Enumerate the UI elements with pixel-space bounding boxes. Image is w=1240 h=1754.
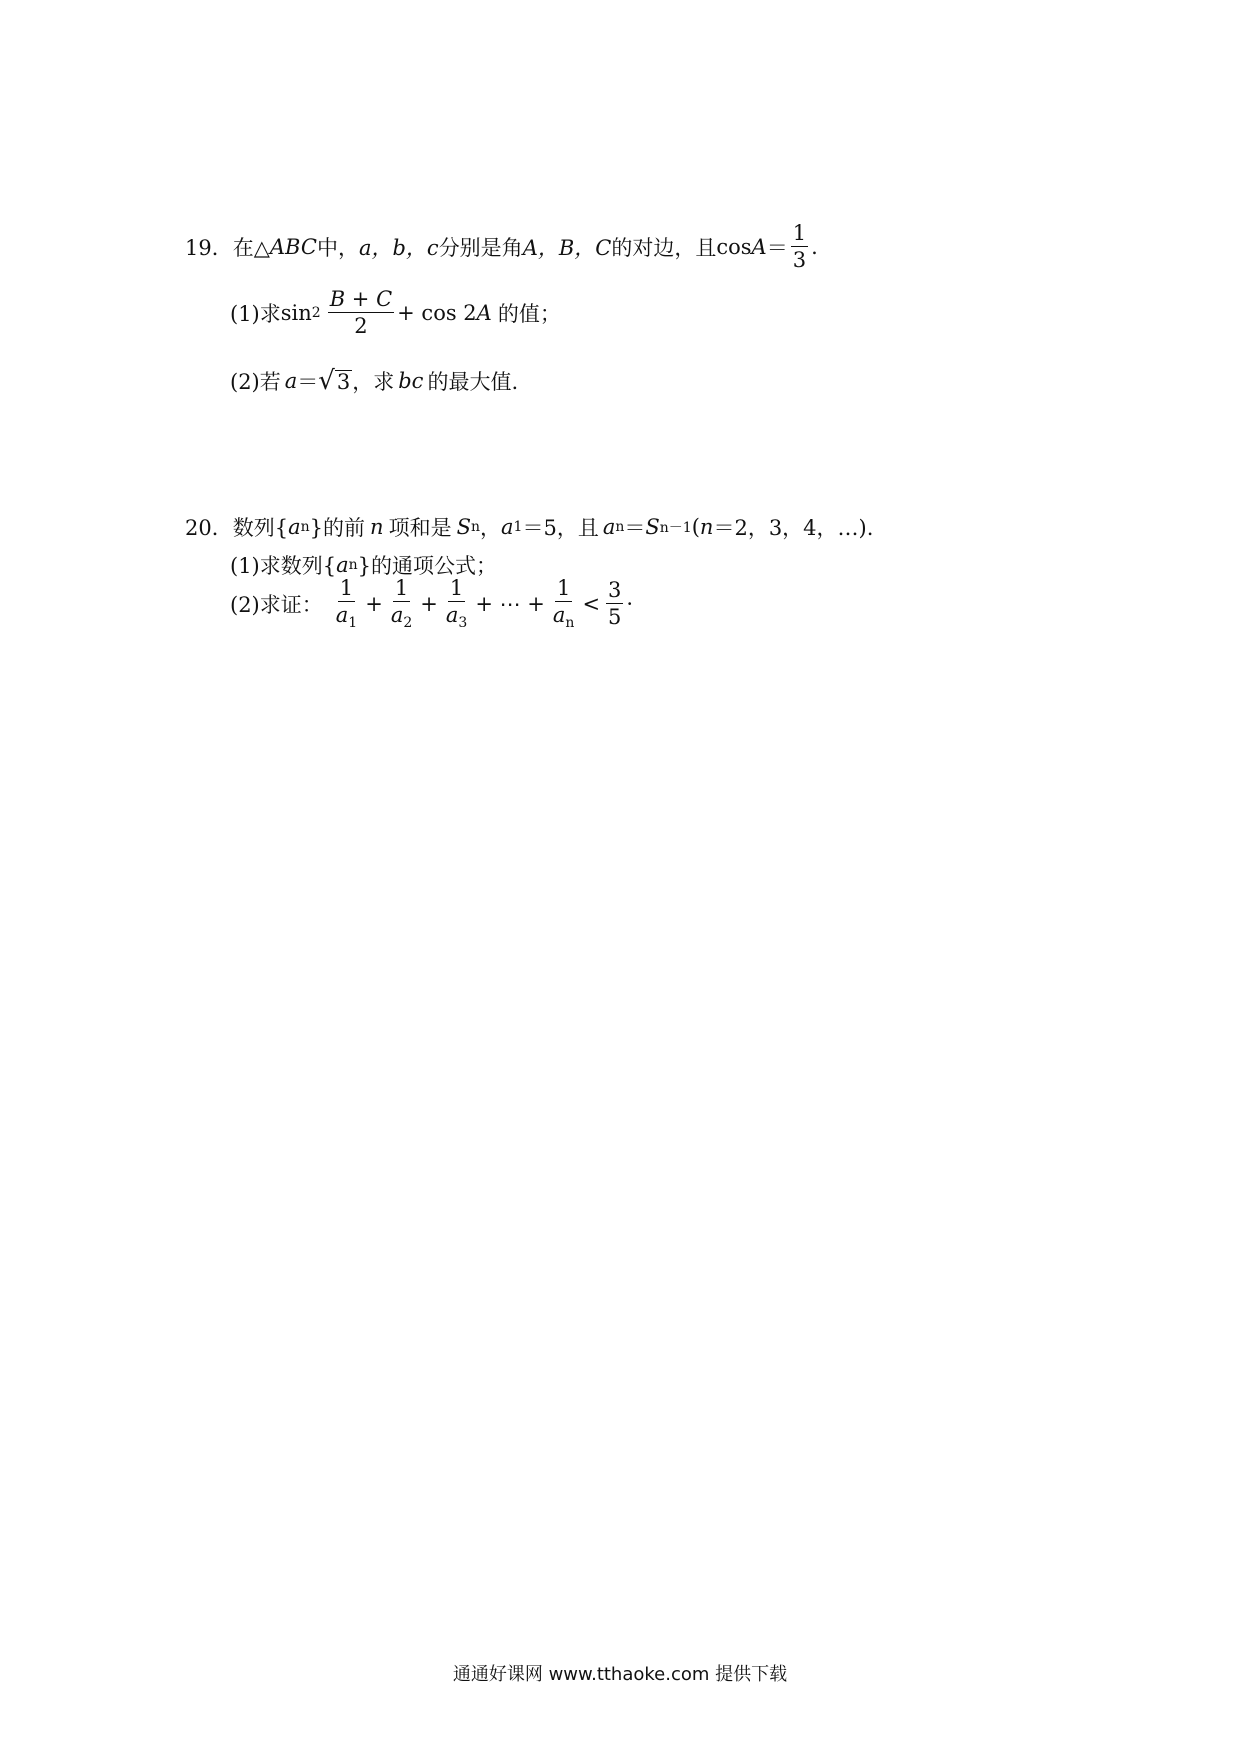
q20-stem: 20． 数列{ a n }的前 n 项和是 S n ， a 1 ＝5，且 a n ＝ S n－1 ( n ＝2，3，4，…).: [185, 512, 873, 542]
reciprocal-term-2: $\frac{1}{a_2}$: [390, 576, 413, 632]
footer-source: 通通好课网 www.tthaoke.com 提供下载: [452, 1664, 788, 1685]
q19-half-angle-fraction: $\frac{B + C}{2}$: [329, 287, 393, 339]
rhs-fraction: $\frac{3}{5}$: [608, 578, 622, 630]
q19-part1: (1)求 sin 2 $\frac{B + C}{2}$ + cos 2 A 的值；: [230, 287, 561, 339]
q19-number: 19．: [185, 235, 233, 260]
reciprocal-term-1: $\frac{1}{a_1}$: [335, 576, 358, 632]
q20-number: 20．: [185, 516, 233, 540]
q20-part1: (1)求数列{ a n }的通项公式；: [230, 553, 498, 578]
reciprocal-term-3: $\frac{1}{a_3}$: [445, 576, 468, 632]
q19-stem: 19． 在△ ABC 中， a，b，c 分别是角 A，B，C 的对边，且 cos A ＝ $\frac{1}{3}$ .: [185, 221, 818, 273]
q19-cos-fraction: $\frac{1}{3}$: [792, 221, 807, 273]
sqrt-symbol: √ 3: [318, 366, 351, 396]
q20-part2: (2)求证： $\frac{1}{a_1}$ + $\frac{1}{a_2}$ + $\frac{1}{a_3}$ + ⋯ + $\frac{1}{a_n}$ < $\frac{3}{5}$ ·: [230, 576, 634, 632]
reciprocal-term-n: $\frac{1}{a_n}$: [552, 576, 575, 632]
q19-part2: (2)若 a ＝ √ 3 ，求 bc 的最大值.: [230, 366, 519, 396]
